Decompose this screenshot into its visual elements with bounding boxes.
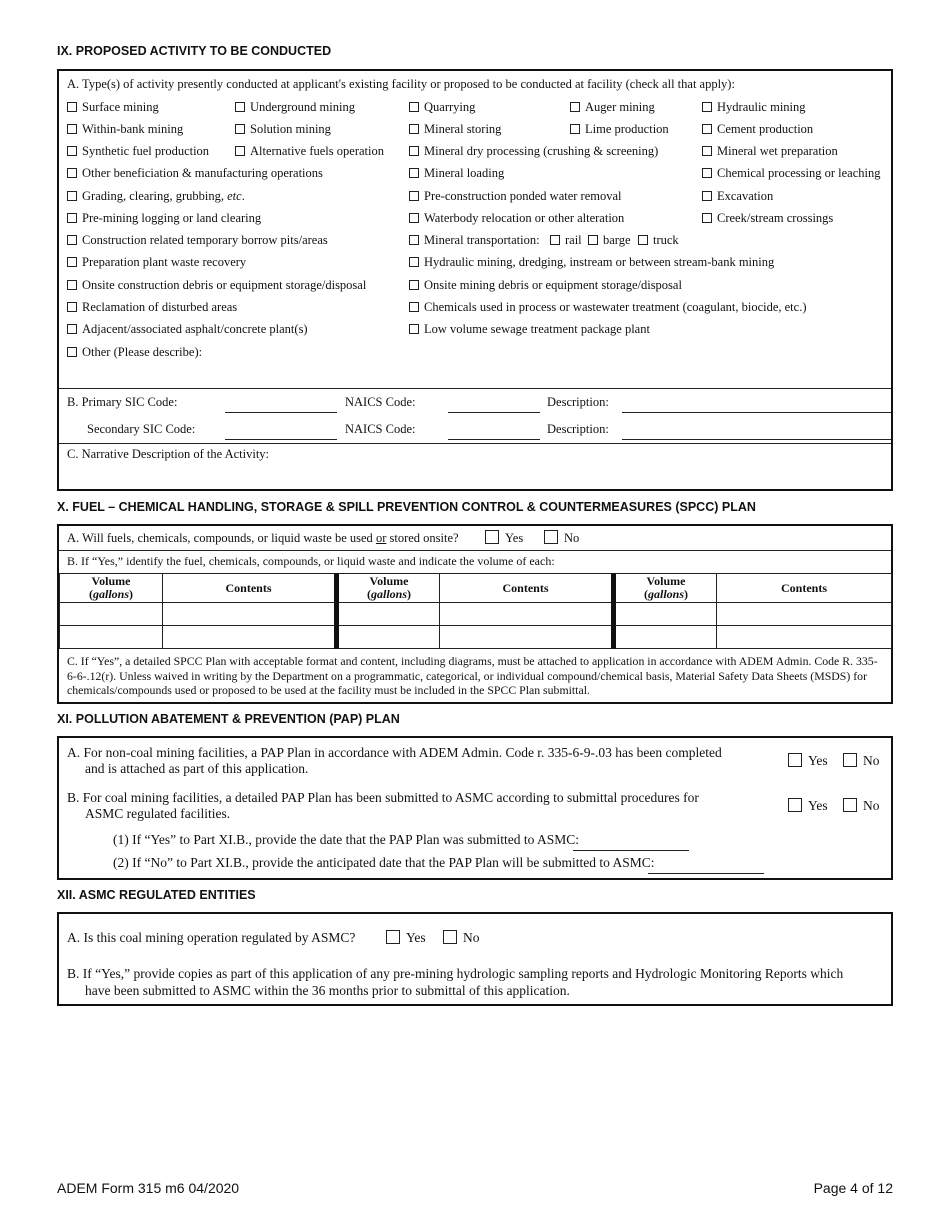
cb-chemical-processing[interactable]: Chemical processing or leaching xyxy=(702,166,881,181)
checkbox-icon[interactable] xyxy=(409,280,419,290)
checkbox-icon[interactable] xyxy=(702,213,712,223)
divider xyxy=(59,443,891,444)
checkbox-icon[interactable] xyxy=(409,257,419,267)
volume-cell[interactable] xyxy=(60,626,163,649)
checkbox-icon[interactable] xyxy=(409,235,419,245)
form-id: ADEM Form 315 m6 04/2020 xyxy=(57,1180,240,1196)
secondary-naics-field[interactable] xyxy=(448,439,540,440)
checkbox-icon[interactable] xyxy=(67,168,77,178)
cb-within-bank-mining[interactable]: Within-bank mining xyxy=(67,122,183,137)
cb-truck[interactable]: truck xyxy=(638,233,679,248)
checkbox-icon[interactable] xyxy=(550,235,560,245)
section-ix-box xyxy=(57,69,893,491)
cb-asphalt-plant[interactable]: Adjacent/associated asphalt/concrete plant(s) xyxy=(67,322,308,337)
cb-synthetic-fuel-production[interactable]: Synthetic fuel production xyxy=(67,144,209,159)
table-row xyxy=(60,626,892,649)
asmc-regulated-question: A. Is this coal mining operation regulated by ASMC? xyxy=(67,930,356,945)
checkbox-icon[interactable] xyxy=(702,168,712,178)
checkbox-icon[interactable] xyxy=(235,146,245,156)
spcc-table xyxy=(59,573,892,649)
section-xi-box xyxy=(57,736,893,880)
checkbox-icon[interactable] xyxy=(409,146,419,156)
cb-sewage-package-plant[interactable]: Low volume sewage treatment package plant xyxy=(409,322,650,337)
checkbox-icon[interactable] xyxy=(67,257,77,267)
cb-grading-clearing[interactable]: Grading, clearing, grubbing, etc. xyxy=(67,189,245,204)
cb-mineral-dry-processing[interactable]: Mineral dry processing (crushing & screening) xyxy=(409,144,658,159)
activity-intro: A. Type(s) of activity presently conducted at applicant's existing facility or proposed to be conducted at facility (check all that apply): xyxy=(67,77,735,91)
checkbox-icon[interactable] xyxy=(409,124,419,134)
col-contents-1: Contents xyxy=(163,574,337,603)
checkbox-icon[interactable] xyxy=(702,146,712,156)
fuels-yes[interactable]: Yes xyxy=(485,530,523,546)
primary-naics-field[interactable] xyxy=(448,412,540,413)
checkbox-icon[interactable] xyxy=(409,324,419,334)
cb-mining-debris[interactable]: Onsite mining debris or equipment storage/disposal xyxy=(409,278,682,293)
col-contents-3: Contents xyxy=(717,574,892,603)
checkbox-icon[interactable] xyxy=(67,280,77,290)
cb-hydraulic-mining[interactable]: Hydraulic mining xyxy=(702,100,806,115)
cb-alternative-fuels-operation[interactable]: Alternative fuels operation xyxy=(235,144,384,159)
volume-cell[interactable] xyxy=(614,626,717,649)
contents-cell[interactable] xyxy=(717,603,892,626)
pap-submitted-date-label: (1) If “Yes” to Part XI.B., provide the date that the PAP Plan was submitted to ASMC: xyxy=(113,832,579,847)
checkbox-icon[interactable] xyxy=(544,530,558,544)
divider xyxy=(59,388,891,389)
checkbox-icon[interactable] xyxy=(409,102,419,112)
contents-cell[interactable] xyxy=(163,603,337,626)
checkbox-icon[interactable] xyxy=(67,347,77,357)
description-label: Description: xyxy=(547,422,609,436)
spcc-header-row xyxy=(60,574,892,603)
cb-solution-mining[interactable]: Solution mining xyxy=(235,122,331,137)
cb-reclamation[interactable]: Reclamation of disturbed areas xyxy=(67,300,237,315)
col-volume-3: Volume (gallons) xyxy=(614,574,717,603)
asmc-no[interactable]: No xyxy=(443,930,480,946)
pap-non-coal-line1: A. For non-coal mining facilities, a PAP Plan in accordance with ADEM Admin. Code r. 335-6-9-.03 has been completed xyxy=(67,745,722,760)
naics-label: NAICS Code: xyxy=(345,422,416,436)
cb-mineral-loading[interactable]: Mineral loading xyxy=(409,166,504,181)
checkbox-icon[interactable] xyxy=(386,930,400,944)
checkbox-icon[interactable] xyxy=(443,930,457,944)
description-label: Description: xyxy=(547,395,609,409)
cb-mineral-transportation[interactable]: Mineral transportation: xyxy=(409,233,540,248)
primary-sic-field[interactable] xyxy=(225,412,337,413)
asmc-reports-line2: have been submitted to ASMC within the 36 months prior to submittal of this application. xyxy=(85,983,570,998)
cb-quarrying[interactable]: Quarrying xyxy=(409,100,475,115)
pap-submitted-date-field[interactable] xyxy=(573,850,689,851)
checkbox-icon[interactable] xyxy=(702,124,712,134)
cb-excavation[interactable]: Excavation xyxy=(702,189,773,204)
checkbox-icon[interactable] xyxy=(588,235,598,245)
cb-surface-mining[interactable]: Surface mining xyxy=(67,100,159,115)
section-ix-title: IX. PROPOSED ACTIVITY TO BE CONDUCTED xyxy=(57,44,332,58)
cb-chemicals-used[interactable]: Chemicals used in process or wastewater treatment (coagulant, biocide, etc.) xyxy=(409,300,807,315)
contents-cell[interactable] xyxy=(440,626,614,649)
fuels-no[interactable]: No xyxy=(544,530,579,546)
cb-ponded-water-removal[interactable]: Pre-construction ponded water removal xyxy=(409,189,622,204)
section-xi-title: XI. POLLUTION ABATEMENT & PREVENTION (PAP) PLAN xyxy=(57,712,400,726)
cb-rail[interactable]: rail xyxy=(550,233,582,248)
checkbox-icon[interactable] xyxy=(409,191,419,201)
cb-other-beneficiation[interactable]: Other beneficiation & manufacturing operations xyxy=(67,166,323,181)
checkbox-icon[interactable] xyxy=(702,191,712,201)
col-contents-2: Contents xyxy=(440,574,614,603)
checkbox-icon[interactable] xyxy=(67,146,77,156)
naics-label: NAICS Code: xyxy=(345,395,416,409)
checkbox-icon[interactable] xyxy=(67,102,77,112)
checkbox-icon[interactable] xyxy=(67,235,77,245)
checkbox-icon[interactable] xyxy=(67,302,77,312)
pap-anticipated-date-field[interactable] xyxy=(648,873,764,874)
section-x-box xyxy=(57,524,893,704)
asmc-yes[interactable]: Yes xyxy=(386,930,426,946)
cb-prep-plant-waste[interactable]: Preparation plant waste recovery xyxy=(67,255,246,270)
checkbox-icon[interactable] xyxy=(570,102,580,112)
cb-mineral-wet-preparation[interactable]: Mineral wet preparation xyxy=(702,144,838,159)
cb-pre-mining-logging[interactable]: Pre-mining logging or land clearing xyxy=(67,211,261,226)
table-row xyxy=(60,603,892,626)
checkbox-icon[interactable] xyxy=(67,191,77,201)
checkbox-icon[interactable] xyxy=(409,168,419,178)
cb-barge[interactable]: barge xyxy=(588,233,631,248)
section-xii-box xyxy=(57,912,893,1006)
cb-lime-production[interactable]: Lime production xyxy=(570,122,669,137)
volume-cell[interactable] xyxy=(337,603,440,626)
narrative-label: C. Narrative Description of the Activity: xyxy=(67,447,270,461)
contents-cell[interactable] xyxy=(163,626,337,649)
checkbox-icon[interactable] xyxy=(570,124,580,134)
pap-non-coal-line2: and is attached as part of this application. xyxy=(85,761,309,776)
section-x-title: X. FUEL – CHEMICAL HANDLING, STORAGE & SPILL PREVENTION CONTROL & COUNTERMEASURES (SPCC) PLAN xyxy=(57,500,756,514)
checkbox-icon[interactable] xyxy=(843,798,857,812)
divider xyxy=(59,550,891,551)
secondary-sic-label: Secondary SIC Code: xyxy=(87,422,196,436)
pap-a-yes[interactable]: Yes xyxy=(788,753,828,769)
spcc-plan-instructions: C. If “Yes”, a detailed SPCC Plan with acceptable format and content, including diagrams, must be attached to application in accordance with ADEM Admin. Code R. 335-6-6-.12(r). Unless waived in writing by the Department on a programmatic, categorical, or individual compound/chemical basis, Material Safety Data Sheets (MSDS) for chemicals/compounds used or proposed to be used at the facility must be included in the SPCC Plan submittal. xyxy=(67,654,878,697)
fuels-question: A. Will fuels, chemicals, compounds, or liquid waste be used or stored onsite? xyxy=(67,531,459,545)
cb-underground-mining[interactable]: Underground mining xyxy=(235,100,355,115)
contents-cell[interactable] xyxy=(717,626,892,649)
checkbox-icon[interactable] xyxy=(235,102,245,112)
cb-borrow-pits[interactable]: Construction related temporary borrow pits/areas xyxy=(67,233,328,248)
checkbox-icon[interactable] xyxy=(67,324,77,334)
checkbox-icon[interactable] xyxy=(788,753,802,767)
cb-cement-production[interactable]: Cement production xyxy=(702,122,813,137)
secondary-sic-field[interactable] xyxy=(225,439,337,440)
primary-sic-label: B. Primary SIC Code: xyxy=(67,395,178,409)
checkbox-icon[interactable] xyxy=(788,798,802,812)
cb-other-describe[interactable]: Other (Please describe): xyxy=(67,345,202,360)
cb-mineral-storing[interactable]: Mineral storing xyxy=(409,122,501,137)
col-volume-2: Volume (gallons) xyxy=(337,574,440,603)
checkbox-icon[interactable] xyxy=(67,213,77,223)
primary-description-field[interactable] xyxy=(622,412,891,413)
pap-b-yes[interactable]: Yes xyxy=(788,798,828,814)
pap-a-no[interactable]: No xyxy=(843,753,880,769)
volume-cell[interactable] xyxy=(337,626,440,649)
pap-coal-line2: ASMC regulated facilities. xyxy=(85,806,231,821)
identify-instructions: B. If “Yes,” identify the fuel, chemicals, compounds, or liquid waste and indicate the volume of each: xyxy=(67,554,555,568)
pap-b-no[interactable]: No xyxy=(843,798,880,814)
volume-cell[interactable] xyxy=(614,603,717,626)
checkbox-icon[interactable] xyxy=(638,235,648,245)
pap-anticipated-date-label: (2) If “No” to Part XI.B., provide the anticipated date that the PAP Plan will be submitted to ASMC: xyxy=(113,855,655,870)
checkbox-icon[interactable] xyxy=(843,753,857,767)
asmc-reports-line1: B. If “Yes,” provide copies as part of this application of any pre-mining hydrologic sampling reports and Hydrologic Monitoring Reports which xyxy=(67,966,844,981)
cb-auger-mining[interactable]: Auger mining xyxy=(570,100,655,115)
cb-construction-debris[interactable]: Onsite construction debris or equipment storage/disposal xyxy=(67,278,366,293)
pap-coal-line1: B. For coal mining facilities, a detailed PAP Plan has been submitted to ASMC according to submittal procedures for xyxy=(67,790,699,805)
section-xii-title: XII. ASMC REGULATED ENTITIES xyxy=(57,888,256,902)
cb-hydraulic-dredging[interactable]: Hydraulic mining, dredging, instream or between stream-bank mining xyxy=(409,255,774,270)
contents-cell[interactable] xyxy=(440,603,614,626)
checkbox-icon[interactable] xyxy=(409,213,419,223)
col-volume-1: Volume (gallons) xyxy=(60,574,163,603)
checkbox-icon[interactable] xyxy=(67,124,77,134)
checkbox-icon[interactable] xyxy=(235,124,245,134)
cb-creek-crossings[interactable]: Creek/stream crossings xyxy=(702,211,833,226)
secondary-description-field[interactable] xyxy=(622,439,891,440)
narrative-field[interactable] xyxy=(67,465,882,485)
checkbox-icon[interactable] xyxy=(409,302,419,312)
checkbox-icon[interactable] xyxy=(702,102,712,112)
page-number: Page 4 of 12 xyxy=(813,1180,893,1196)
cb-waterbody-relocation[interactable]: Waterbody relocation or other alteration xyxy=(409,211,624,226)
volume-cell[interactable] xyxy=(60,603,163,626)
checkbox-icon[interactable] xyxy=(485,530,499,544)
